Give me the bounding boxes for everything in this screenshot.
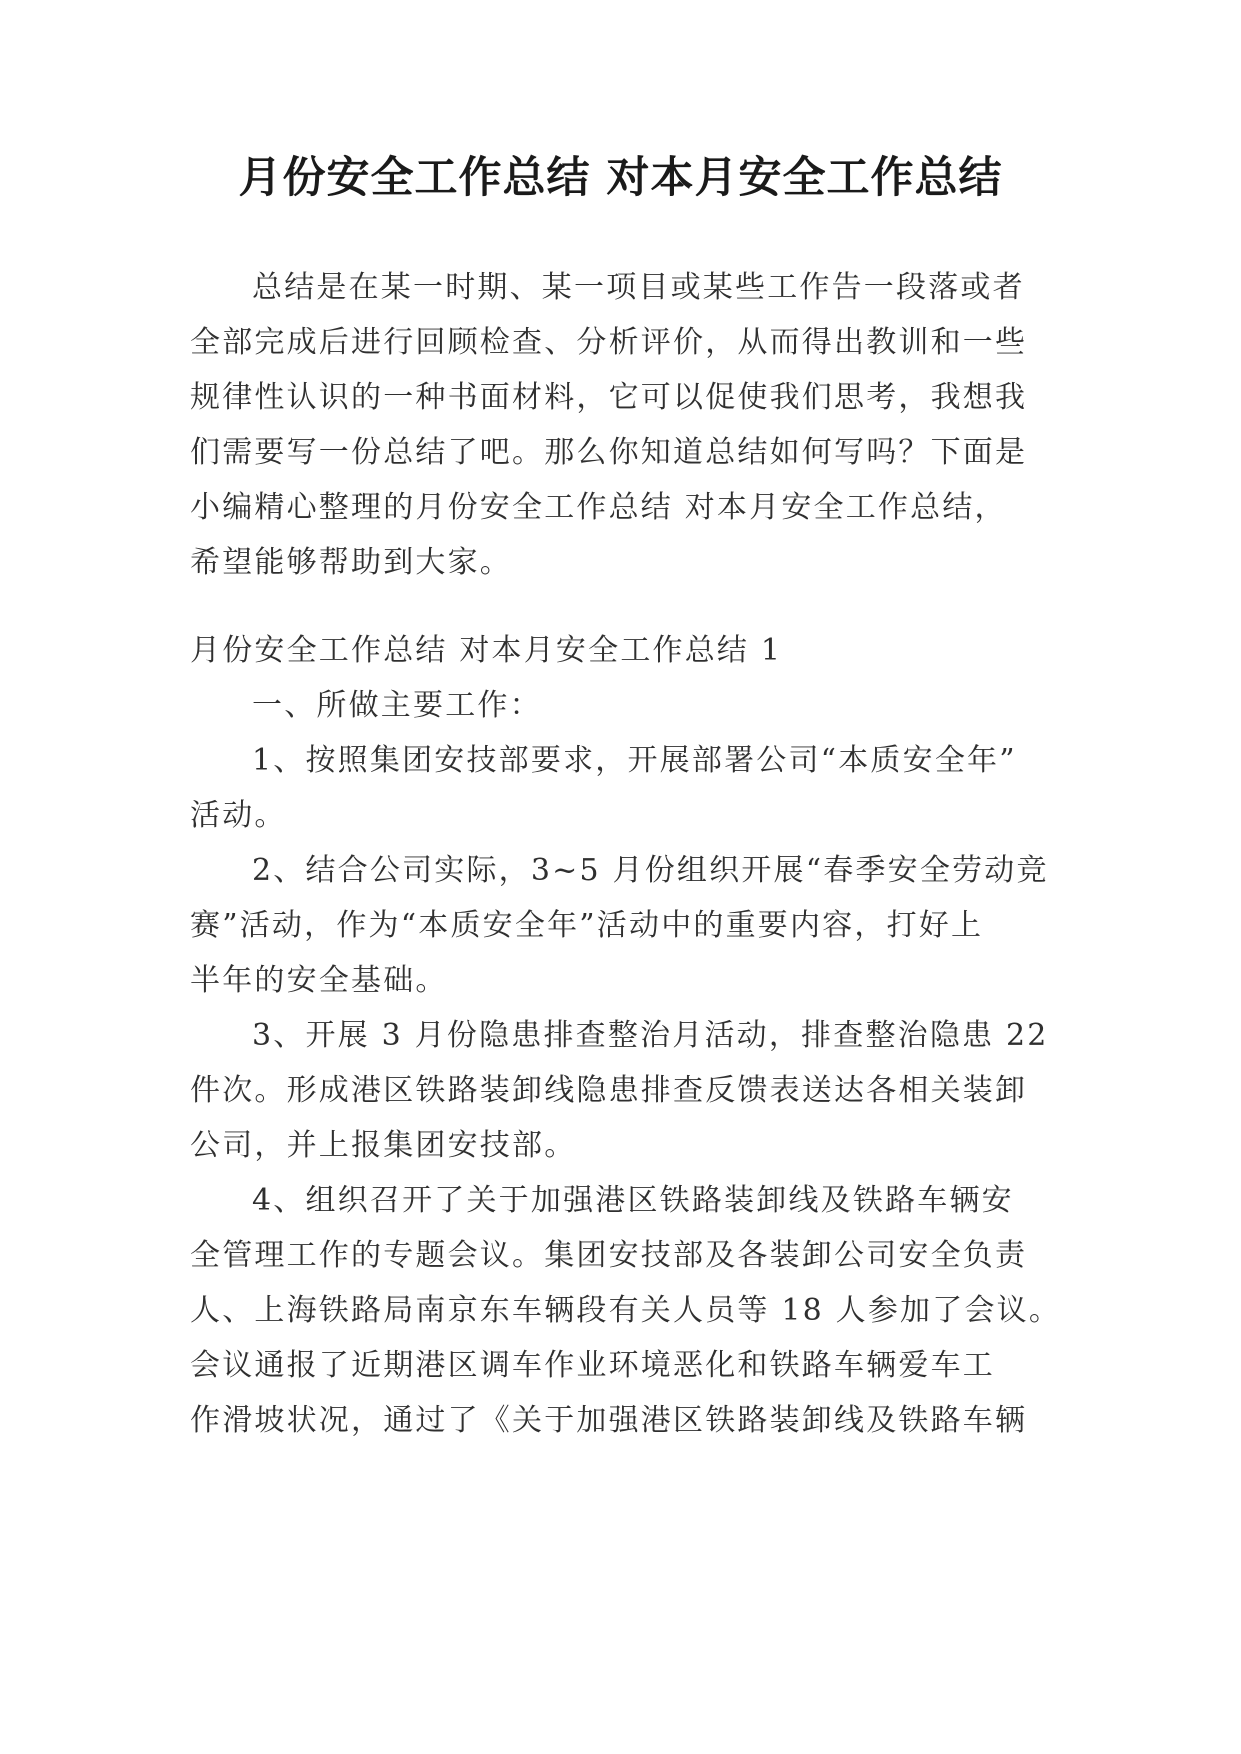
section-subheading <box>190 678 1060 733</box>
intro-line: 规律性认识的一种书面材料，它可以促使我们思考，我想我 <box>190 380 1028 415</box>
work-item-line: 公司，并上报集团安技部。 <box>190 1128 577 1163</box>
work-item-line: 3、开展 3 月份隐患排查整治月活动，排查整治隐患 22 <box>252 1018 1049 1053</box>
work-item-line: 会议通报了近期港区调车作业环境恶化和铁路车辆爱车工 <box>190 1348 995 1383</box>
work-item-line: 件次。形成港区铁路装卸线隐患排查反馈表送达各相关装卸 <box>190 1073 1028 1108</box>
section-heading <box>190 623 1060 678</box>
work-item-line: 作滑坡状况，通过了《关于加强港区铁路装卸线及铁路车辆 <box>190 1403 1028 1438</box>
work-item-3 <box>190 1008 1060 1173</box>
work-item-line: 人、上海铁路局南京东车辆段有关人员等 18 人参加了会议。 <box>190 1293 1062 1328</box>
intro-line: 们需要写一份总结了吧。那么你知道总结如何写吗？下面是 <box>190 435 1028 470</box>
work-item-4 <box>190 1173 1060 1448</box>
section-subheading-text: 一、所做主要工作： <box>252 688 542 723</box>
intro-line: 小编精心整理的月份安全工作总结 对本月安全工作总结， <box>190 490 1007 525</box>
work-item-1 <box>190 733 1060 843</box>
work-item-line: 活动。 <box>190 798 287 833</box>
work-item-line: 全管理工作的专题会议。集团安技部及各装卸公司安全负责 <box>190 1238 1028 1273</box>
intro-line: 总结是在某一时期、某一项目或某些工作告一段落或者 <box>252 270 1025 305</box>
work-item-line: 4、组织召开了关于加强港区铁路装卸线及铁路车辆安 <box>252 1183 1014 1218</box>
document-title: 月份安全工作总结 对本月安全工作总结 <box>238 153 1003 203</box>
section-heading-text: 月份安全工作总结 对本月安全工作总结 1 <box>190 633 783 668</box>
work-item-line: 2、结合公司实际，3~5 月份组织开展“春季安全劳动竞 <box>252 853 1049 888</box>
work-item-line: 赛”活动，作为“本质安全年”活动中的重要内容，打好上 <box>190 908 984 943</box>
intro-paragraph <box>190 260 1060 590</box>
intro-line: 希望能够帮助到大家。 <box>190 545 512 580</box>
work-item-2 <box>190 843 1060 1008</box>
work-item-line: 1、按照集团安技部要求，开展部署公司“本质安全年” <box>252 743 1017 778</box>
work-item-line: 半年的安全基础。 <box>190 963 448 998</box>
intro-line: 全部完成后进行回顾检查、分析评价，从而得出教训和一些 <box>190 325 1028 360</box>
